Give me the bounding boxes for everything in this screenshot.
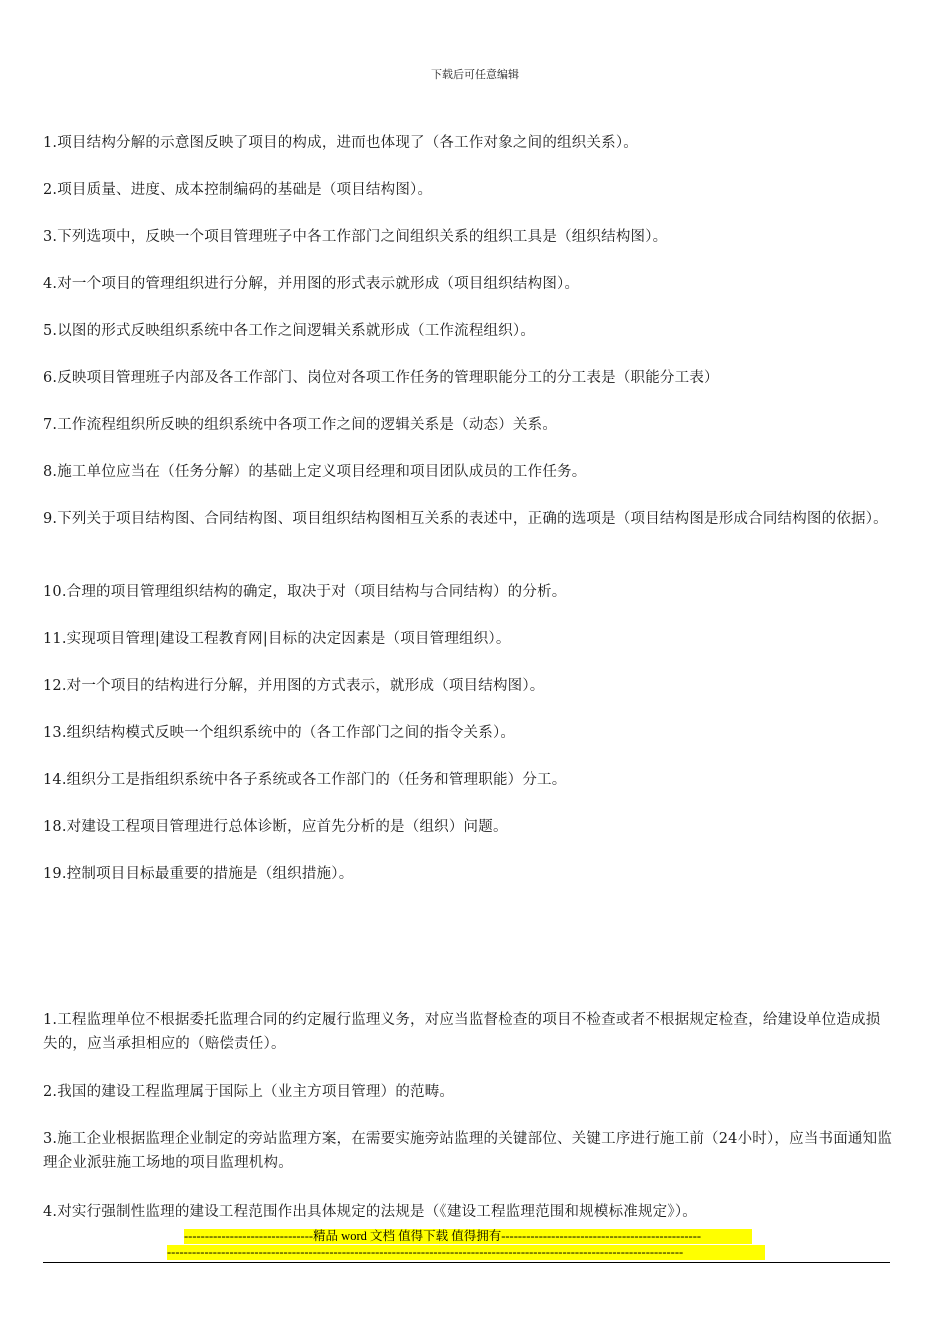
- question-item: 1.工程监理单位不根据委托监理合同的约定履行监理义务，对应当监督检查的项目不检查或者不根据规定检查，给建设单位造成损失的，应当承担相应的（赔偿责任）。: [43, 1012, 881, 1052]
- question-item: 7.工作流程组织所反映的组织系统中各项工作之间的逻辑关系是（动态）关系。: [43, 417, 558, 433]
- question-item: 11.实现项目管理|建设工程教育网|目标的决定因素是（项目管理组织）。: [43, 631, 511, 647]
- question-item: 5.以图的形式反映组织系统中各工作之间逻辑关系就形成（工作流程组织）。: [43, 323, 536, 339]
- question-item: 8.施工单位应当在（任务分解）的基础上定义项目经理和项目团队成员的工作任务。: [43, 464, 587, 480]
- footer-banner: -------------------------------精品 word 文档 值得下载 值得拥有------------------------------------------------: [184, 1229, 752, 1244]
- page-header: 下载后可任意编辑: [431, 68, 519, 81]
- question-item: 1.项目结构分解的示意图反映了项目的构成，进而也体现了（各工作对象之间的组织关系）。: [43, 135, 638, 151]
- question-item: 12.对一个项目的结构进行分解，并用图的方式表示，就形成（项目结构图）。: [43, 678, 545, 694]
- question-item: 19.控制项目目标最重要的措施是（组织措施）。: [43, 866, 354, 882]
- footer-divider: [43, 1262, 890, 1263]
- question-item: 10.合理的项目管理组织结构的确定，取决于对（项目结构与合同结构）的分析。: [43, 584, 567, 600]
- question-item: 2.项目质量、进度、成本控制编码的基础是（项目结构图）。: [43, 182, 433, 198]
- question-item: 9.下列关于项目结构图、合同结构图、项目组织结构图相互关系的表述中，正确的选项是（项目结构图是形成合同结构图的依据）。: [43, 511, 888, 527]
- question-item: 4.对实行强制性监理的建设工程范围作出具体规定的法规是（《建设工程监理范围和规模标准规定》）。: [43, 1204, 697, 1220]
- question-item: 18.对建设工程项目管理进行总体诊断，应首先分析的是（组织）问题。: [43, 819, 508, 835]
- question-item: 4.对一个项目的管理组织进行分解，并用图的形式表示就形成（项目组织结构图）。: [43, 276, 580, 292]
- question-item: 3.施工企业根据监理企业制定的旁站监理方案，在需要实施旁站监理的关键部位、关键工序进行施工前（24小时），应当书面通知监理企业派驻施工场地的项目监理机构。: [43, 1131, 893, 1171]
- question-item: 6.反映项目管理班子内部及各工作部门、岗位对各项工作任务的管理职能分工的分工表是（职能分工表）: [43, 370, 719, 386]
- question-item: 14.组织分工是指组织系统中各子系统或各工作部门的（任务和管理职能）分工。: [43, 772, 567, 788]
- question-item: 2.我国的建设工程监理属于国际上（业主方项目管理）的范畴。: [43, 1084, 455, 1100]
- footer-dash-line: ----------------------------------------------------------------------------------------------------------------------------: [167, 1245, 765, 1260]
- question-item: 13.组织结构模式反映一个组织系统中的（各工作部门之间的指令关系）。: [43, 725, 516, 741]
- question-item: 3.下列选项中，反映一个项目管理班子中各工作部门之间组织关系的组织工具是（组织结构图）。: [43, 229, 668, 245]
